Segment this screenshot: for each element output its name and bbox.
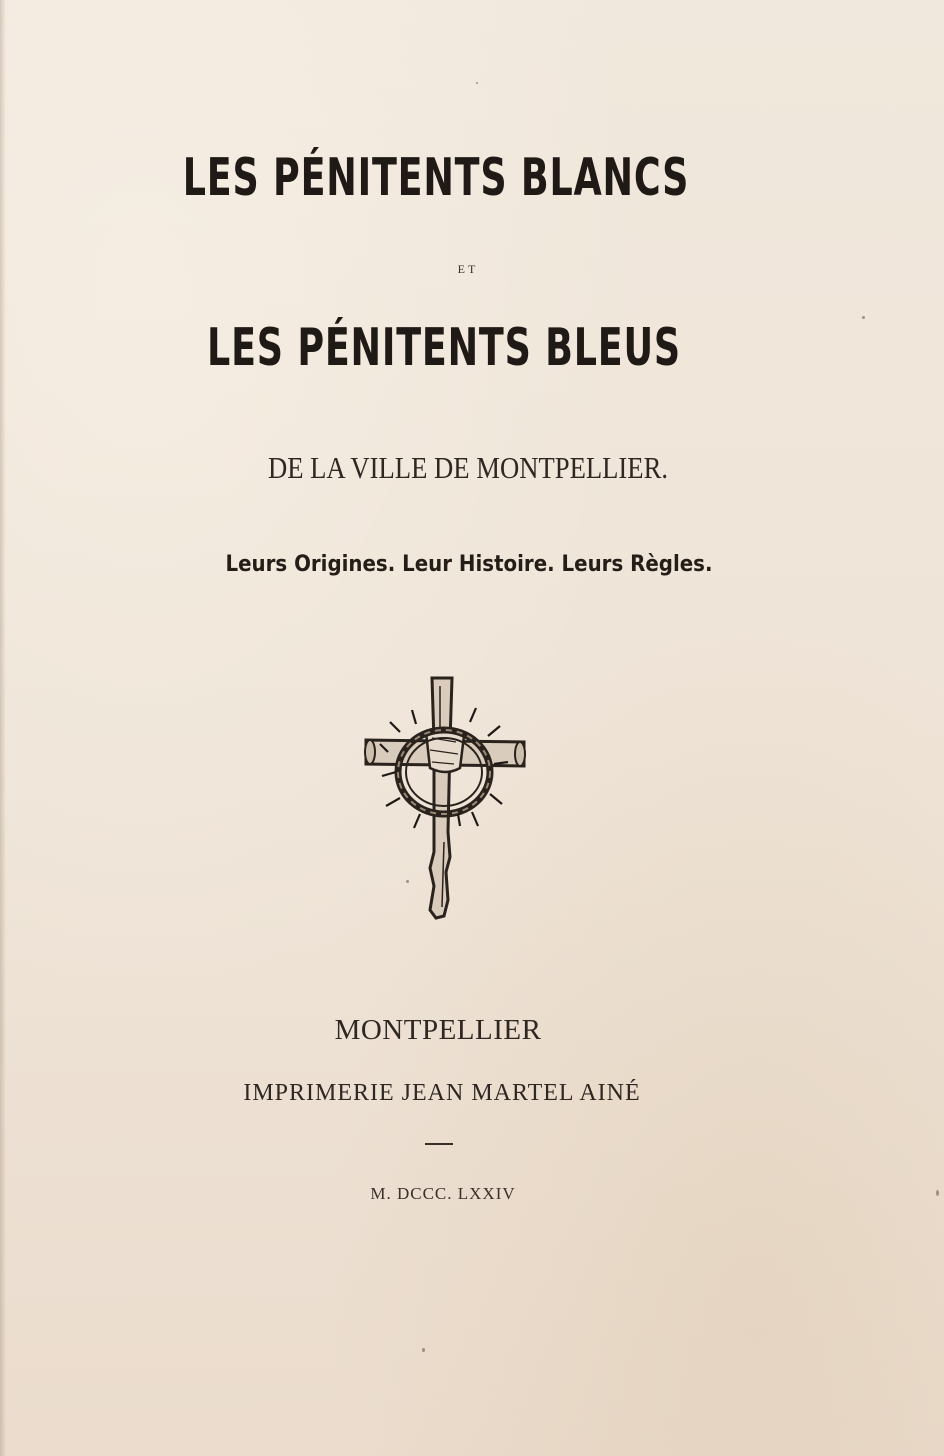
place-line: DE LA VILLE DE MONTPELLIER. [267, 450, 669, 485]
paper-speck [936, 1190, 939, 1196]
paper-speck [406, 880, 409, 883]
title-conjunction: ET [457, 262, 479, 276]
imprint-printer: IMPRIMERIE JEAN MARTEL AINÉ [243, 1080, 641, 1106]
paper-speck [476, 82, 478, 84]
title-line-2: LES PÉNITENTS BLEUS [207, 318, 681, 378]
cross-with-crown-of-thorns-icon [360, 672, 530, 922]
imprint-divider [425, 1143, 453, 1145]
paper-speck [422, 1348, 425, 1352]
title-line-1: LES PÉNITENTS BLANCS [182, 148, 690, 208]
subtitle: Leurs Origines. Leur Histoire. Leurs Règles. [225, 552, 713, 577]
imprint-year: M. DCCC. LXXIV [370, 1184, 516, 1203]
imprint-city: MONTPELLIER [334, 1014, 542, 1046]
paper-speck [862, 316, 865, 319]
